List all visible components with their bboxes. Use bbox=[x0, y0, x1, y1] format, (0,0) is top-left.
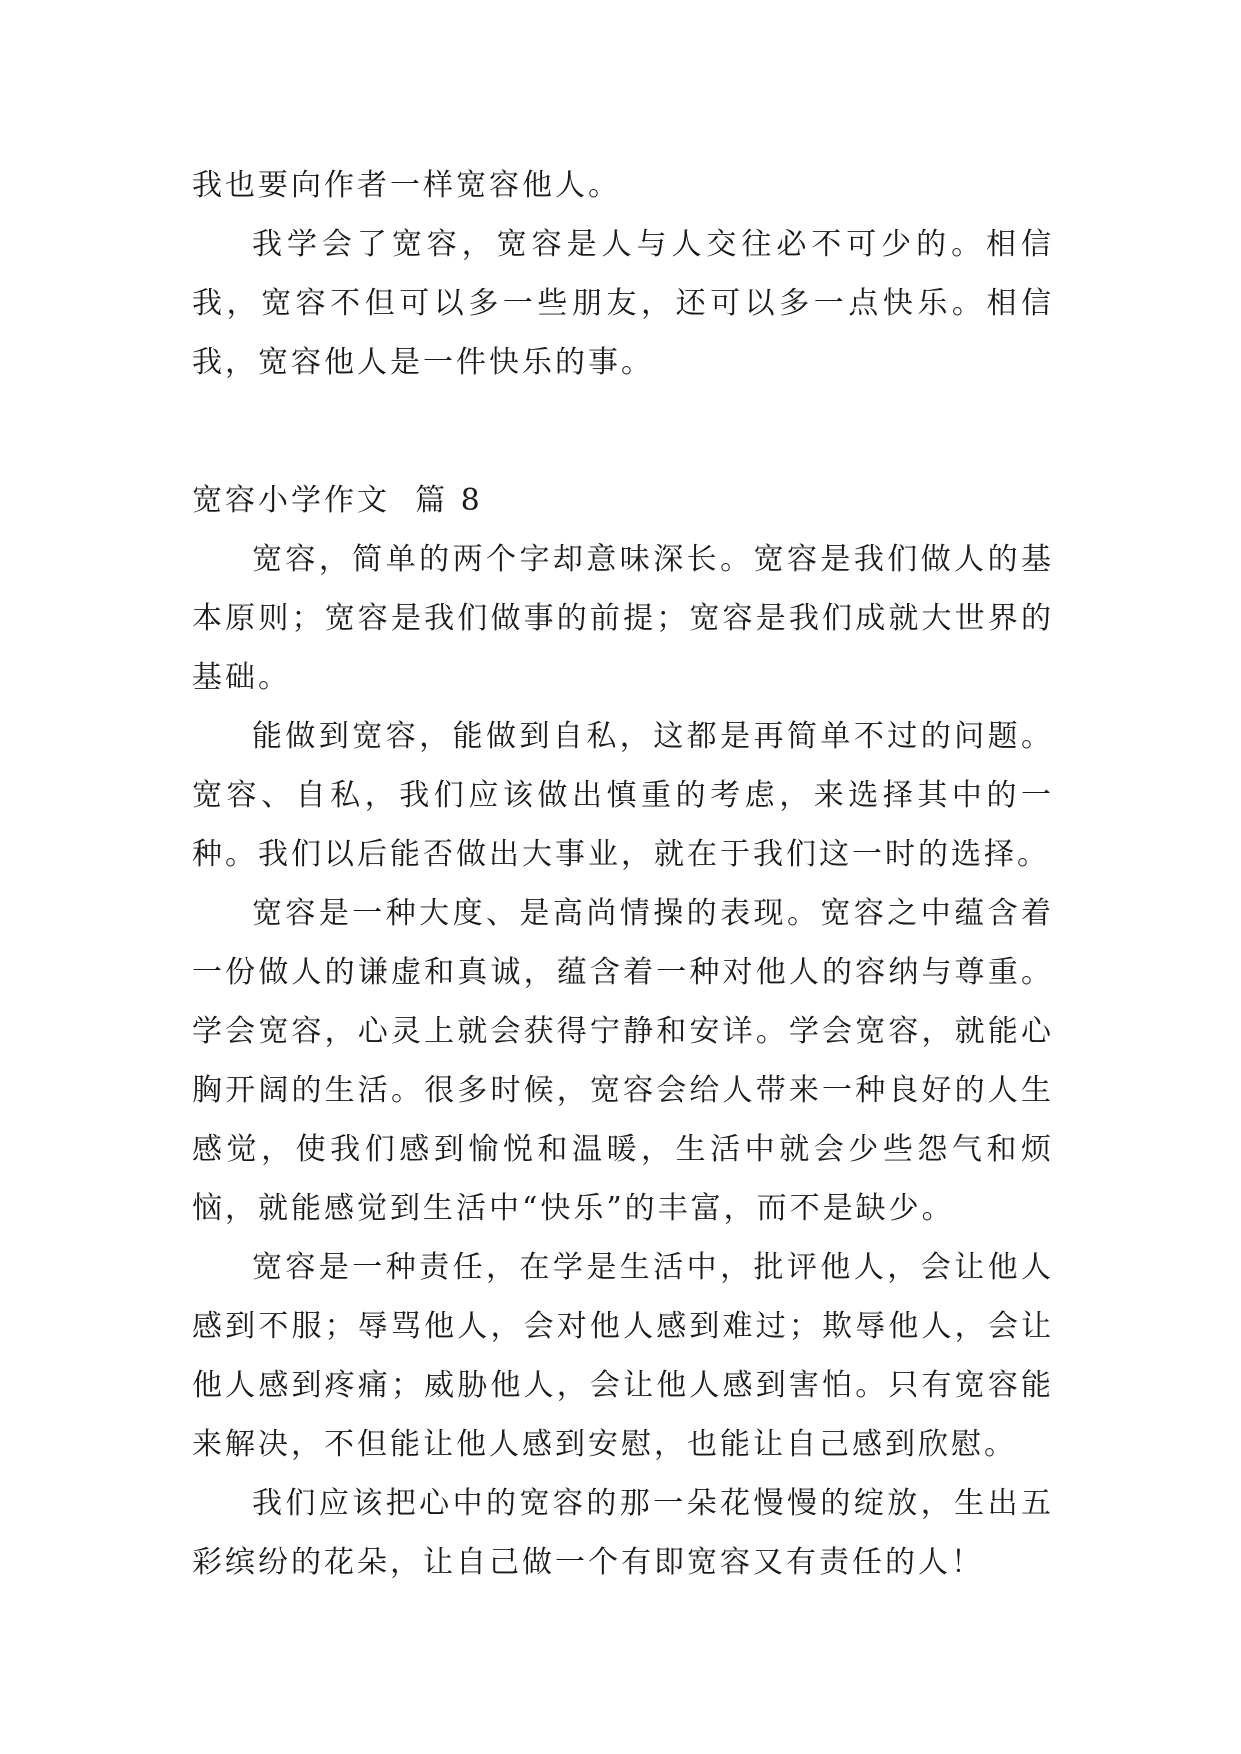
document-body bbox=[192, 156, 1054, 1592]
continuation-paragraph-2: 我学会了宽容，宽容是人与人交往必不可少的。相信我，宽容不但可以多一些朋友，还可以多一点快乐。相信我，宽容他人是一件快乐的事。 bbox=[192, 227, 1054, 380]
section-paragraph-4: 宽容是一种责任，在学是生活中，批评他人，会让他人感到不服；辱骂他人，会对他人感到难过；欺辱他人，会让他人感到疼痛；威胁他人，会让他人感到害怕。只有宽容能来解决，不但能让他人感到安慰，也能让自己感到欣慰。 bbox=[192, 1250, 1054, 1462]
continuation-paragraph-1: 我也要向作者一样宽容他人。 bbox=[192, 168, 621, 203]
section-paragraph-2: 能做到宽容，能做到自私，这都是再简单不过的问题。宽容、自私，我们应该做出慎重的考虑，来选择其中的一种。我们以后能否做出大事业，就在于我们这一时的选择。 bbox=[192, 719, 1054, 872]
section-gap bbox=[192, 392, 1054, 471]
section-paragraph-3: 宽容是一种大度、是高尚情操的表现。宽容之中蕴含着一份做人的谦虚和真诚，蕴含着一种对他人的容纳与尊重。学会宽容，心灵上就会获得宁静和安详。学会宽容，就能心胸开阔的生活。很多时候，宽容会给人带来一种良好的人生感觉，使我们感到愉悦和温暖，生活中就会少些怨气和烦恼，就能感觉到生活中“快乐”的丰富，而不是缺少。 bbox=[192, 896, 1054, 1226]
section-heading: 宽容小学作文 篇 8 bbox=[192, 483, 483, 518]
section-paragraph-1: 宽容，简单的两个字却意味深长。宽容是我们做人的基本原则；宽容是我们做事的前提；宽容是我们成就大世界的基础。 bbox=[192, 542, 1054, 695]
section-paragraph-5: 我们应该把心中的宽容的那一朵花慢慢的绽放，生出五彩缤纷的花朵，让自己做一个有即宽容又有责任的人！ bbox=[192, 1486, 1054, 1580]
